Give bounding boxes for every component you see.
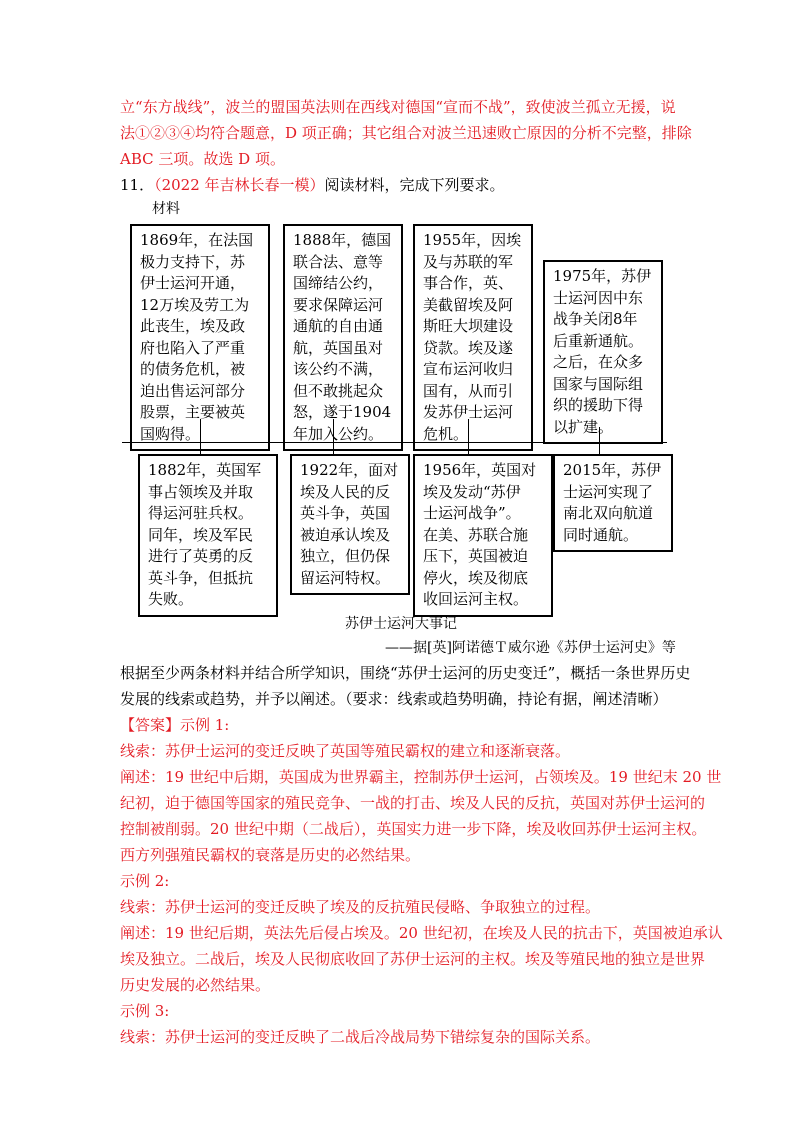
prompt-line-1: 根据至少两条材料并结合所学知识，围绕“苏伊士运河的历史变迁”，概括一条世界历史 xyxy=(120,664,691,682)
timeline-event-2015: 2015年，苏伊 士运河实现了 南北双向航道 同时通航。 xyxy=(553,454,673,552)
timeline-axis xyxy=(122,442,667,443)
answer-line: 埃及独立。二战后，埃及人民彻底收回了苏伊士运河的主权。埃及等殖民地的独立是世界 xyxy=(120,950,706,968)
timeline-event-1956: 1956年，英国对 埃及发动“苏伊 士运河战争”。 在美、苏联合施 压下，英国被迫 停火，埃及彻底 收回运河主权。 xyxy=(413,454,553,617)
answer-line: 示例 2: xyxy=(120,872,170,890)
connector xyxy=(599,427,600,442)
connector xyxy=(200,443,201,454)
answer-line: 控制被削弱。20 世纪中期（二战后），英国实力进一步下降，埃及收回苏伊士运河主权。 xyxy=(120,820,707,838)
answer-line: 阐述：19 世纪后期，英法先后侵占埃及。20 世纪初，在埃及人民的抗击下，英国被迫承认 xyxy=(120,924,723,942)
answer-line: 阐述：19 世纪中后期，英国成为世界霸主，控制苏伊士运河，占领埃及。19 世纪末 20 世 xyxy=(120,768,722,786)
connector xyxy=(333,443,334,454)
material-label: 材料 xyxy=(152,201,180,217)
question-number: 11． xyxy=(120,176,155,194)
connector xyxy=(468,419,469,442)
timeline-citation: ——据[英]阿诺德Ｔ威尔逊《苏伊士运河史》等 xyxy=(385,640,676,656)
connector xyxy=(333,419,334,442)
prompt-line-2: 发展的线索或趋势，并予以阐述。（要求：线索或趋势明确，持论有据，阐述清晰） xyxy=(120,690,668,708)
timeline-event-1975: 1975年，苏伊 士运河因中东 战争关闭8年 后重新通航。 之后，在众多 国家与国际组 织的援助下得 以扩建。 xyxy=(543,260,663,444)
answer-line: 线索：苏伊士运河的变迁反映了埃及的反抗殖民侵略、争取独立的过程。 xyxy=(120,898,601,916)
question-text: 阅读材料，完成下列要求。 xyxy=(324,176,505,194)
timeline-event-1888: 1888年，德国 联合法、意等 国缔结公约， 要求保障运河 通航的自由通 航，英国虽对 该公约不满， 但不敢挑起众 怒，遂于1904 年加入公约。 xyxy=(283,224,403,451)
answer-line: 西方列强殖民霸权的衰落是历史的必然结果。 xyxy=(120,846,421,864)
question-source: （2022 年吉林长春一模） xyxy=(154,176,325,194)
explanation-line-1: 立“东方战线”，波兰的盟国英法则在西线对德国“宣而不战”，致使波兰孤立无援，说 xyxy=(120,98,676,116)
connector xyxy=(599,443,600,454)
explanation-line-2: 法①②③④均符合题意，D 项正确；其它组合对波兰迅速败亡原因的分析不完整，排除 xyxy=(120,124,692,142)
timeline-event-1882: 1882年，英国军 事占领埃及并取 得运河驻兵权。 同年，埃及军民 进行了英勇的反 英斗争，但抵抗 失败。 xyxy=(138,454,278,617)
answer-line: 历史发展的必然结果。 xyxy=(120,976,271,994)
connector xyxy=(200,419,201,442)
answer-line: 线索：苏伊士运河的变迁反映了二战后冷战局势下错综复杂的国际关系。 xyxy=(120,1028,601,1046)
explanation-line-3: ABC 三项。故选 D 项。 xyxy=(120,150,285,168)
timeline-caption: 苏伊士运河大事记 xyxy=(345,616,457,632)
connector xyxy=(468,443,469,454)
timeline-event-1922: 1922年，面对 埃及人民的反 英斗争，英国 被迫承认埃及 独立，但仍保 留运河特权。 xyxy=(290,454,410,595)
answer-header: 【答案】示例 1: xyxy=(120,716,230,734)
answer-line: 线索：苏伊士运河的变迁反映了英国等殖民霸权的建立和逐渐衰落。 xyxy=(120,742,571,760)
timeline-event-1955: 1955年，因埃 及与苏联的军 事合作，英、 美截留埃及阿 斯旺大坝建设 贷款。埃及遂 宣布运河收归 国有，从而引 发苏伊士运河 危机。 xyxy=(413,224,533,451)
question-11 xyxy=(120,174,690,196)
timeline-event-1869: 1869年，在法国 极力支持下，苏 伊士运河开通， 12万埃及劳工为 此丧生，埃及政 府也陷入了严重 的债务危机，被 迫出售运河部分 股票，主要被英 国购得。 xyxy=(130,224,270,451)
answer-line: 纪初，迫于德国等国家的殖民竞争、一战的打击、埃及人民的反抗，英国对苏伊士运河的 xyxy=(120,794,706,812)
answer-line: 示例 3: xyxy=(120,1002,170,1020)
